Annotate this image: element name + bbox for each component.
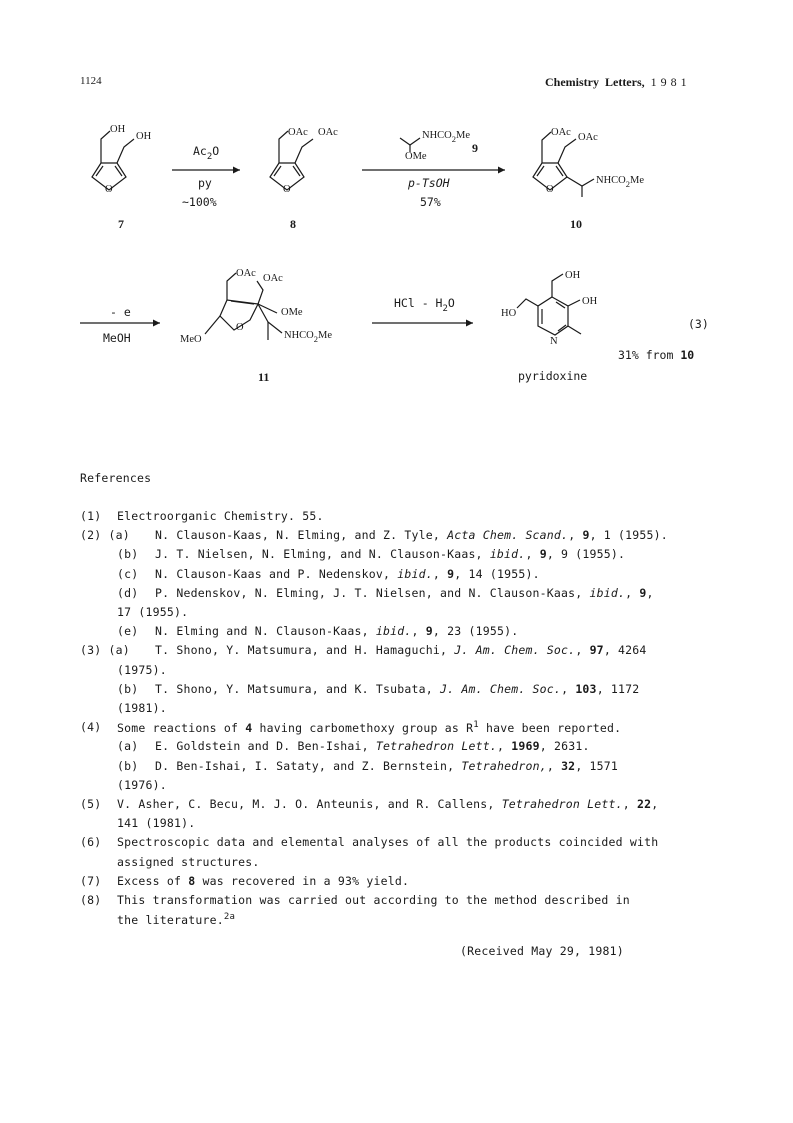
reference-body: 141 (1981). xyxy=(117,816,196,831)
reference-body: J. T. Nielsen, N. Elming, and N. Clauson-Kaas, xyxy=(155,547,490,562)
volume-number: 1969 xyxy=(511,739,540,754)
reference-text: P. Nedenskov, N. Elming, J. T. Nielsen, and N. Clauson-Kaas, ibid., 9, xyxy=(155,585,654,600)
volume-number: 32 xyxy=(561,758,576,773)
reference-body: This transformation was carried out according to the method described in xyxy=(117,893,630,907)
reference-label: (c) xyxy=(117,566,139,581)
oac-label-10b: OAc xyxy=(578,132,598,143)
oh-label-top: OH xyxy=(565,270,581,281)
superscript: 2a xyxy=(223,912,236,923)
nhco2me-label-11: $NHCO_2Me$ xyxy=(284,330,333,344)
reference-text xyxy=(117,912,235,927)
volume-number: 97 xyxy=(589,643,604,658)
reference-body: V. Asher, C. Becu, M. J. O. Anteunis, and R. Callens, xyxy=(117,797,502,811)
reference-body: Spectroscopic data and elemental analyses of all the products coincided with xyxy=(117,835,659,850)
journal-name: Chemistry Letters, xyxy=(545,75,645,89)
yield-100: ~100% xyxy=(182,195,217,209)
methyl-bond xyxy=(568,326,581,334)
reference-text xyxy=(117,893,630,907)
compound-number-11: 11 xyxy=(258,370,270,384)
reagent-9-nhco2me: $NHCO_2Me$ xyxy=(422,130,471,144)
reference-tail: , 23 (1955). xyxy=(432,624,519,639)
volume-number: 9 xyxy=(425,624,433,639)
journal-name: Tetrahedron Lett. xyxy=(501,797,623,811)
reference-label: (b) xyxy=(117,547,139,562)
reference-text xyxy=(117,816,195,830)
meo-label-11: MeO xyxy=(180,334,202,345)
oh-label-7b: OH xyxy=(136,131,152,142)
oac-label-10a: OAc xyxy=(551,127,571,138)
reference-text xyxy=(117,855,259,869)
superscript: 1 xyxy=(473,720,479,731)
volume-number: 9 xyxy=(582,528,590,543)
reagent-9-skeleton xyxy=(400,138,420,145)
reference-body: (1975). xyxy=(117,662,167,677)
nhco2me-label-10: $NHCO_2Me$ xyxy=(596,175,645,189)
reference-label: (6) xyxy=(80,835,102,850)
reference-tail: , 1571 xyxy=(575,758,619,773)
oh-label-right: OH xyxy=(582,296,598,307)
journal-name: Tetrahedron, xyxy=(461,758,547,773)
reference-text xyxy=(117,701,167,715)
journal-name: J. Am. Chem. Soc. xyxy=(454,643,576,658)
journal-name: Tetrahedron Lett. xyxy=(375,739,497,754)
compound-ref: 4 xyxy=(245,721,253,736)
ch2oh-left-7 xyxy=(101,131,110,163)
reference-body: N. Elming and N. Clauson-Kaas, xyxy=(155,624,376,639)
reference-label: (1) xyxy=(80,509,102,523)
ome-label-11: OMe xyxy=(281,307,303,318)
reagent-py: py xyxy=(198,176,212,190)
reference-tail: , 4264 xyxy=(603,643,647,658)
journal-name: ibid. xyxy=(589,585,626,600)
reference-text: V. Asher, C. Becu, M. J. O. Anteunis, and R. Callens, Tetrahedron Lett., 22, xyxy=(117,797,659,811)
reagent-9-ome: OMe xyxy=(405,151,427,162)
journal-name: ibid. xyxy=(397,566,433,581)
reference-body: having carbomethoxy group as R xyxy=(252,721,474,736)
reference-body: E. Goldstein and D. Ben-Ishai, xyxy=(155,739,376,754)
reference-label: (d) xyxy=(117,585,139,600)
volume-number: 9 xyxy=(539,547,547,562)
reference-label: (5) xyxy=(80,797,102,811)
reference-tail: , 14 (1955). xyxy=(454,566,540,581)
reagent-hcl-h2o: HCl - $H_2O$ xyxy=(394,296,455,314)
reference-text xyxy=(117,509,324,523)
reference-label: (2) (a) xyxy=(80,528,130,543)
reference-text: J. T. Nielsen, N. Elming, and N. Clauson-Kaas, ibid., 9, 9 (1955). xyxy=(155,547,626,562)
arrow-hydrolysis xyxy=(372,296,473,327)
volume-number: 103 xyxy=(575,681,597,696)
reagent-number-9: 9 xyxy=(472,141,478,155)
oh-label-7a: OH xyxy=(110,124,126,135)
reference-label: (3) (a) xyxy=(80,643,130,658)
product-name-pyridoxine: pyridoxine xyxy=(518,369,588,383)
reference-text xyxy=(117,835,658,849)
reference-label: (b) xyxy=(117,681,139,696)
reference-body: D. Ben-Ishai, I. Sataty, and Z. Bernstein, xyxy=(155,758,462,773)
reference-text: T. Shono, Y. Matsumura, and K. Tsubata, J. Am. Chem. Soc., 103, 1172 xyxy=(155,681,640,696)
reference-tail: , xyxy=(651,797,659,811)
overall-yield: 31% from 10 xyxy=(618,348,695,362)
ch2oh-right-7 xyxy=(117,139,134,163)
reference-body: N. Clauson-Kaas, N. Elming, and Z. Tyle, xyxy=(155,528,448,543)
compound-number-8: 8 xyxy=(290,217,296,231)
reference-text: D. Ben-Ishai, I. Sataty, and Z. Bernstein, Tetrahedron,, 32, 1571 xyxy=(155,758,619,773)
reference-text xyxy=(117,778,167,792)
pyridoxine-structure xyxy=(501,270,598,383)
arrow-acetylation xyxy=(172,144,240,209)
ch2oh-left xyxy=(517,299,538,308)
reference-label: (e) xyxy=(117,624,139,639)
arrow-electrolysis xyxy=(80,305,160,345)
compound-number-10: 10 xyxy=(570,217,582,231)
reference-body: Excess of xyxy=(117,873,189,888)
reference-body: N. Clauson-Kaas and P. Nedenskov, xyxy=(155,566,398,581)
volume-number: 22 xyxy=(637,797,652,811)
side-chain-11 xyxy=(258,304,282,333)
oh-bond-right xyxy=(568,300,580,306)
ring-oxygen-10: O xyxy=(546,184,554,195)
ch2oac-left-8 xyxy=(279,131,288,163)
reference-body: was recovered in a 93% yield. xyxy=(195,873,410,888)
reagent-electron: - e xyxy=(110,305,131,319)
arrow-amidoalkylation xyxy=(362,130,505,209)
reference-tail: , 9 (1955). xyxy=(546,547,626,562)
compound-11 xyxy=(180,268,332,384)
page-number: 1124 xyxy=(80,75,102,87)
reference-tail: , 1 (1955). xyxy=(589,528,668,543)
ch2oac-right-8 xyxy=(295,139,313,163)
reference-body: T. Shono, Y. Matsumura, and K. Tsubata, xyxy=(155,681,440,696)
compound-10 xyxy=(533,127,644,231)
compound-ref: 8 xyxy=(188,873,196,888)
equation-number: (3) xyxy=(688,317,709,331)
ring-oxygen-11: O xyxy=(236,322,244,333)
reference-text xyxy=(117,720,621,735)
journal-name: J. Am. Chem. Soc. xyxy=(439,681,562,696)
reagent-ptsoh: p-TsOH xyxy=(408,176,450,190)
ring-oxygen-8: O xyxy=(283,184,291,195)
reference-body: the literature. xyxy=(117,913,224,928)
reference-label: (7) xyxy=(80,873,102,888)
reference-text: T. Shono, Y. Matsumura, and H. Hamaguchi, J. Am. Chem. Soc., 97, 4264 xyxy=(155,643,647,658)
ring-nitrogen: N xyxy=(550,336,558,347)
oac-label-8b: OAc xyxy=(318,127,338,138)
ring-oxygen-7: O xyxy=(105,184,113,195)
reference-tail: , 2631. xyxy=(539,739,590,754)
reference-label: (4) xyxy=(80,720,102,735)
oac-label-11b: OAc xyxy=(263,273,283,284)
reference-text xyxy=(117,605,188,619)
reference-body: assigned structures. xyxy=(117,854,260,869)
double-bond-7b xyxy=(115,166,122,176)
reference-text: N. Clauson-Kaas, N. Elming, and Z. Tyle, Acta Chem. Scand., 9, 1 (1955). xyxy=(155,528,668,543)
reference-tail: , xyxy=(646,585,654,600)
journal-name: ibid. xyxy=(489,547,526,562)
reference-text: N. Elming and N. Clauson-Kaas, ibid., 9, 23 (1955). xyxy=(155,624,519,639)
reference-body: P. Nedenskov, N. Elming, J. T. Nielsen, and N. Clauson-Kaas, xyxy=(155,585,590,600)
volume-number: 9 xyxy=(639,585,647,600)
oac-label-8a: OAc xyxy=(288,127,308,138)
journal-name: Acta Chem. Scand. xyxy=(447,528,569,543)
reference-body: Some reactions of xyxy=(117,721,246,736)
reference-text: N. Clauson-Kaas and P. Nedenskov, ibid., 9, 14 (1955). xyxy=(155,566,540,581)
journal-name: ibid. xyxy=(375,624,412,639)
reagent-ac2o: $Ac_2O$ xyxy=(193,144,220,162)
reaction-scheme xyxy=(0,0,793,420)
reference-body: Electroorganic Chemistry. 55. xyxy=(117,509,324,523)
yield-57: 57% xyxy=(420,195,441,209)
oac-label-11a: OAc xyxy=(236,268,256,279)
reference-body: T. Shono, Y. Matsumura, and H. Hamaguchi, xyxy=(155,643,455,658)
compound-7 xyxy=(92,124,152,231)
side-chain-10 xyxy=(567,177,594,186)
reference-text xyxy=(117,874,409,888)
reference-text: E. Goldstein and D. Ben-Ishai, Tetrahedron Lett., 1969, 2631. xyxy=(155,739,590,754)
compound-8 xyxy=(270,127,338,231)
reference-body: (1981). xyxy=(117,701,167,715)
reference-text xyxy=(117,663,167,677)
reference-tail: , 1172 xyxy=(596,681,640,696)
double-bond-7a xyxy=(96,166,103,176)
compound-number-7: 7 xyxy=(118,217,124,231)
reference-body: 17 (1955). xyxy=(117,605,189,619)
reagent-meoh: MeOH xyxy=(103,331,131,345)
ho-label-left: HO xyxy=(501,308,517,319)
volume-number: 9 xyxy=(447,566,455,581)
journal-year: 1981 xyxy=(650,75,691,89)
ch2oh-top xyxy=(552,274,563,297)
received-date: (Received May 29, 1981) xyxy=(460,944,624,958)
meo-bond-11 xyxy=(205,316,220,334)
reference-body: (1976). xyxy=(117,777,167,792)
reference-body: have been reported. xyxy=(478,721,622,736)
reference-label: (b) xyxy=(117,758,139,773)
reference-label: (8) xyxy=(80,893,102,907)
reference-label: (a) xyxy=(117,739,139,754)
references-heading: References xyxy=(80,471,152,485)
